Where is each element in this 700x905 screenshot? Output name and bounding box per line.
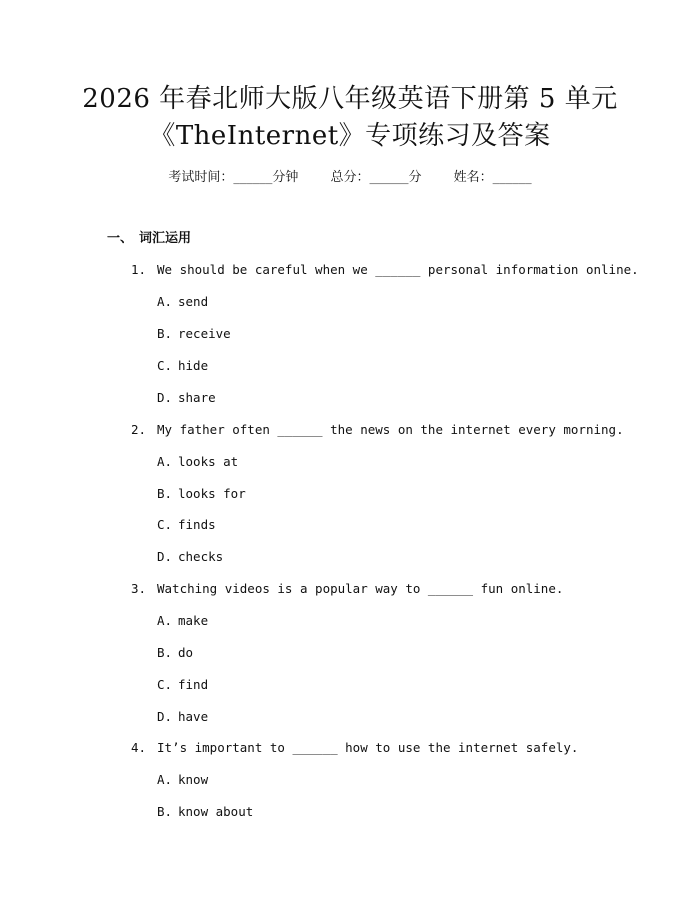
question-1-option-d — [157, 388, 216, 408]
exam-info-bar — [0, 168, 700, 188]
question-2-option-c — [157, 515, 216, 535]
option-text: know about — [178, 804, 254, 819]
question-2 — [131, 420, 624, 440]
question-2-option-a — [157, 452, 238, 472]
question-number: 4. — [131, 740, 147, 755]
question-text: We should be careful when we ______ personal information online. — [157, 262, 639, 277]
question-number: 1. — [131, 262, 147, 277]
option-text: make — [178, 613, 209, 628]
option-text: looks for — [178, 486, 246, 501]
option-letter: D. — [157, 709, 173, 724]
option-text: receive — [178, 326, 231, 341]
exam-time-field: 考试时间：______分钟 — [168, 170, 299, 185]
total-score-field: 总分：______分 — [330, 170, 422, 185]
option-text: send — [178, 294, 209, 309]
option-letter: D. — [157, 549, 173, 564]
option-text: share — [178, 390, 216, 405]
option-text: find — [178, 677, 209, 692]
question-1 — [131, 260, 639, 280]
option-text: hide — [178, 358, 209, 373]
question-1-option-a — [157, 292, 208, 312]
option-text: looks at — [178, 454, 239, 469]
option-text: have — [178, 709, 209, 724]
document-title-line-1: 2026 年春北师大版八年级英语下册第 5 单元 — [82, 84, 618, 114]
option-letter: B. — [157, 486, 173, 501]
option-text: finds — [178, 517, 216, 532]
option-text: do — [178, 645, 194, 660]
question-2-option-b — [157, 484, 246, 504]
option-letter: B. — [157, 804, 173, 819]
section-title: 词汇运用 — [139, 231, 192, 246]
option-text: know — [178, 772, 209, 787]
option-letter: A. — [157, 294, 173, 309]
option-text: checks — [178, 549, 224, 564]
option-letter: B. — [157, 645, 173, 660]
section-number: 一、 — [107, 231, 134, 246]
student-name-field: 姓名：______ — [453, 170, 532, 185]
question-3-option-b — [157, 643, 193, 663]
question-number: 3. — [131, 581, 147, 596]
question-text: It’s important to ______ how to use the internet safely. — [157, 740, 579, 755]
option-letter: B. — [157, 326, 173, 341]
option-letter: C. — [157, 517, 173, 532]
question-1-option-c — [157, 356, 208, 376]
option-letter: A. — [157, 454, 173, 469]
question-number: 2. — [131, 422, 147, 437]
question-4 — [131, 738, 578, 758]
option-letter: D. — [157, 390, 173, 405]
question-3 — [131, 579, 563, 599]
question-1-option-b — [157, 324, 231, 344]
option-letter: C. — [157, 358, 173, 373]
document-title-line-2: 《TheInternet》专项练习及答案 — [149, 121, 551, 151]
question-text: My father often ______ the news on the internet every morning. — [157, 422, 624, 437]
question-2-option-d — [157, 547, 223, 567]
option-letter: A. — [157, 772, 173, 787]
question-4-option-a — [157, 770, 208, 790]
section-heading — [107, 229, 191, 249]
question-3-option-d — [157, 707, 208, 727]
question-3-option-a — [157, 611, 208, 631]
question-text: Watching videos is a popular way to ______ fun online. — [157, 581, 564, 596]
question-4-option-b — [157, 802, 253, 822]
option-letter: C. — [157, 677, 173, 692]
option-letter: A. — [157, 613, 173, 628]
question-3-option-c — [157, 675, 208, 695]
